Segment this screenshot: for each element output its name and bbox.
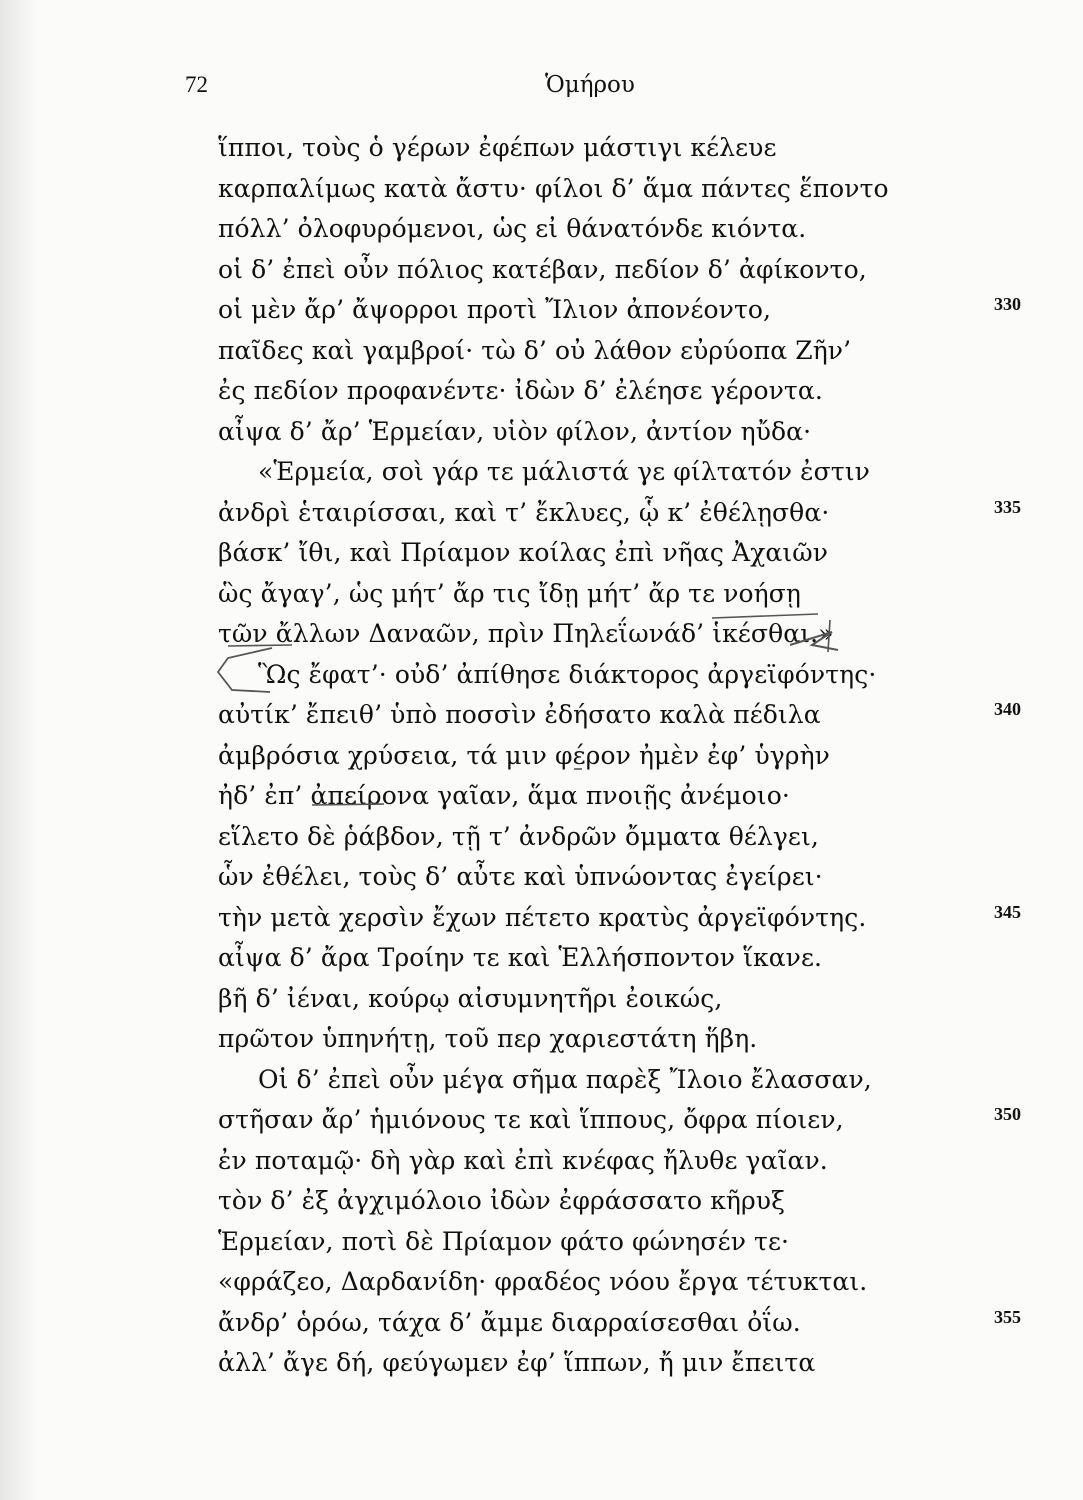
verse-line <box>0 454 1083 494</box>
verse-line <box>0 697 1083 737</box>
line-number: 335 <box>994 496 1021 517</box>
verse-text: οἱ μὲν ἄρ’ ἄψορροι προτὶ Ἴλιον ἀπονέοντο, <box>218 295 772 324</box>
verse-line <box>0 130 1083 170</box>
verse-line <box>0 252 1083 292</box>
verse-text: στῆσαν ἄρ’ ἡμιόνους τε καὶ ἵππους, ὄφρα πίοιεν, <box>218 1105 844 1134</box>
verse-line <box>0 1264 1083 1304</box>
line-number: 340 <box>994 699 1021 719</box>
verse-text: αἶψα δ’ ἄρ’ Ἑρμείαν, υἱὸν φίλον, ἀντίον ηὔδα· <box>218 416 812 446</box>
line-number: 350 <box>994 1104 1021 1124</box>
verse-text: ἀλλ’ ἄγε δή, φεύγωμεν ἐφ’ ἵππων, ἤ μιν ἔπειτα <box>218 1348 816 1377</box>
verse-line <box>0 778 1083 818</box>
verse-text: Οἱ δ’ ἐπεὶ οὖν μέγα σῆμα παρὲξ Ἴλοιο ἔλασσαν, <box>258 1064 872 1094</box>
verse-text: ἐν ποταμῷ· δὴ γὰρ καὶ ἐπὶ κνέφας ἤλυθε γαῖαν. <box>218 1145 828 1175</box>
verse-text: Ὣς ἔφατ’· οὐδ’ ἀπίθησε διάκτορος ἀργεϊφόντης· <box>258 659 877 689</box>
verse-text: ἄνδρ’ ὁρόω, τάχα δ’ ἄμμε διαρραίσεσθαι ὀΐω. <box>218 1307 801 1337</box>
verse-text: βάσκ’ ἴθι, καὶ Πρίαμον κοίλας ἐπὶ νῆας Ἀχαιῶν <box>218 538 829 567</box>
verse-text: αὐτίκ’ ἔπειθ’ ὑπὸ ποσσὶν ἐδήσατο καλὰ πέδιλα <box>218 700 821 729</box>
verse-line <box>0 414 1083 454</box>
verse-line <box>0 576 1083 616</box>
verse-line <box>0 171 1083 211</box>
verse-line <box>0 495 1083 535</box>
verse-text: πόλλ’ ὀλοφυρόμενοι, ὡς εἰ θάνατόνδε κιόντα. <box>218 214 807 243</box>
verse-text: ὣς ἄγαγ’, ὡς μήτ’ ἄρ τις ἴδῃ μήτ’ ἄρ τε νοήσῃ <box>218 578 801 608</box>
verse-line <box>0 819 1083 859</box>
verse-line <box>0 859 1083 899</box>
verse-line <box>0 373 1083 413</box>
page-number: 72 <box>185 72 208 97</box>
verse-text: εἵλετο δὲ ῥάβδον, τῇ τ’ ἀνδρῶν ὄμματα θέλγει, <box>218 821 819 851</box>
verse-text: ἐς πεδίον προφανέντε· ἰδὼν δ’ ἐλέησε γέροντα. <box>218 376 823 405</box>
verse-line <box>0 1183 1083 1223</box>
verse-text: οἱ δ’ ἐπεὶ οὖν πόλιος κατέβαν, πεδίον δ’ ἀφίκοντο, <box>218 254 867 284</box>
verse-text: τῶν ἄλλων Δαναῶν, πρὶν Πηλεΐωνάδ’ ἱκέσθαι.» <box>218 619 834 648</box>
verse-line <box>0 535 1083 575</box>
verse-text: τὴν μετὰ χερσὶν ἔχων πέτετο κρατὺς ἀργεϊφόντης. <box>218 902 867 932</box>
verse-text: ἀμβρόσια χρύσεια, τά μιν φέρον ἠμὲν ἐφ’ ὑγρὴν <box>218 740 830 770</box>
line-number: 330 <box>994 294 1021 314</box>
verse-line <box>0 1062 1083 1102</box>
verse-text: «Ἑρμεία, σοὶ γάρ τε μάλιστά γε φίλτατόν ἐστιν <box>258 457 870 486</box>
verse-text: καρπαλίμως κατὰ ἄστυ· φίλοι δ’ ἅμα πάντες ἕποντο <box>218 173 889 203</box>
verse-line <box>0 981 1083 1021</box>
verse-text: βῆ δ’ ἰέναι, κούρῳ αἰσυμνητῆρι ἐοικώς, <box>218 983 723 1013</box>
verse-line <box>0 1102 1083 1142</box>
line-number: 355 <box>994 1306 1021 1327</box>
verse-line <box>0 616 1083 656</box>
verse-text: πρῶτον ὑπηνήτῃ, τοῦ περ χαριεστάτη ἥβη. <box>218 1024 758 1053</box>
verse-line <box>0 940 1083 980</box>
running-title: Ὁμήρου <box>545 72 635 98</box>
verse-text: παῖδες καὶ γαμβροί· τὼ δ’ οὐ λάθον εὐρύοπα Ζῆν’ <box>218 335 852 365</box>
verse-text: ὧν ἐθέλει, τοὺς δ’ αὖτε καὶ ὑπνώοντας ἐγείρει· <box>218 862 823 891</box>
verse-line <box>0 1021 1083 1061</box>
verse-text: αἶψα δ’ ἄρα Τροίην τε καὶ Ἑλλήσποντον ἵκανε. <box>218 943 823 972</box>
verse-line <box>0 211 1083 251</box>
verse-line <box>0 1345 1083 1385</box>
verse-line <box>0 738 1083 778</box>
verse-text: ἀνδρὶ ἑταιρίσσαι, καὶ τ’ ἔκλυες, ᾧ κ’ ἐθέλῃσθα· <box>218 497 830 527</box>
line-number: 345 <box>994 901 1021 922</box>
verse-line <box>0 657 1083 697</box>
verse-text: ἠδ’ ἐπ’ ἀπείρονα γαῖαν, ἅμα πνοιῇς ἀνέμοιο· <box>218 781 790 810</box>
verse-text: «φράζεο, Δαρδανίδη· φραδέος νόου ἔργα τέτυκται. <box>218 1267 868 1296</box>
verse-line <box>0 900 1083 940</box>
verse-line <box>0 1305 1083 1345</box>
verse-text: ἵπποι, τοὺς ὁ γέρων ἐφέπων μάστιγι κέλευε <box>218 133 777 162</box>
verse-line <box>0 333 1083 373</box>
verse-text: τὸν δ’ ἐξ ἀγχιμόλοιο ἰδὼν ἐφράσσατο κῆρυξ <box>218 1186 785 1215</box>
verse-line <box>0 1224 1083 1264</box>
page-header <box>0 72 1083 108</box>
verse-line <box>0 1143 1083 1183</box>
verse-text: Ἑρμείαν, ποτὶ δὲ Πρίαμον φάτο φώνησέν τε· <box>218 1226 790 1256</box>
verse-line <box>0 292 1083 332</box>
